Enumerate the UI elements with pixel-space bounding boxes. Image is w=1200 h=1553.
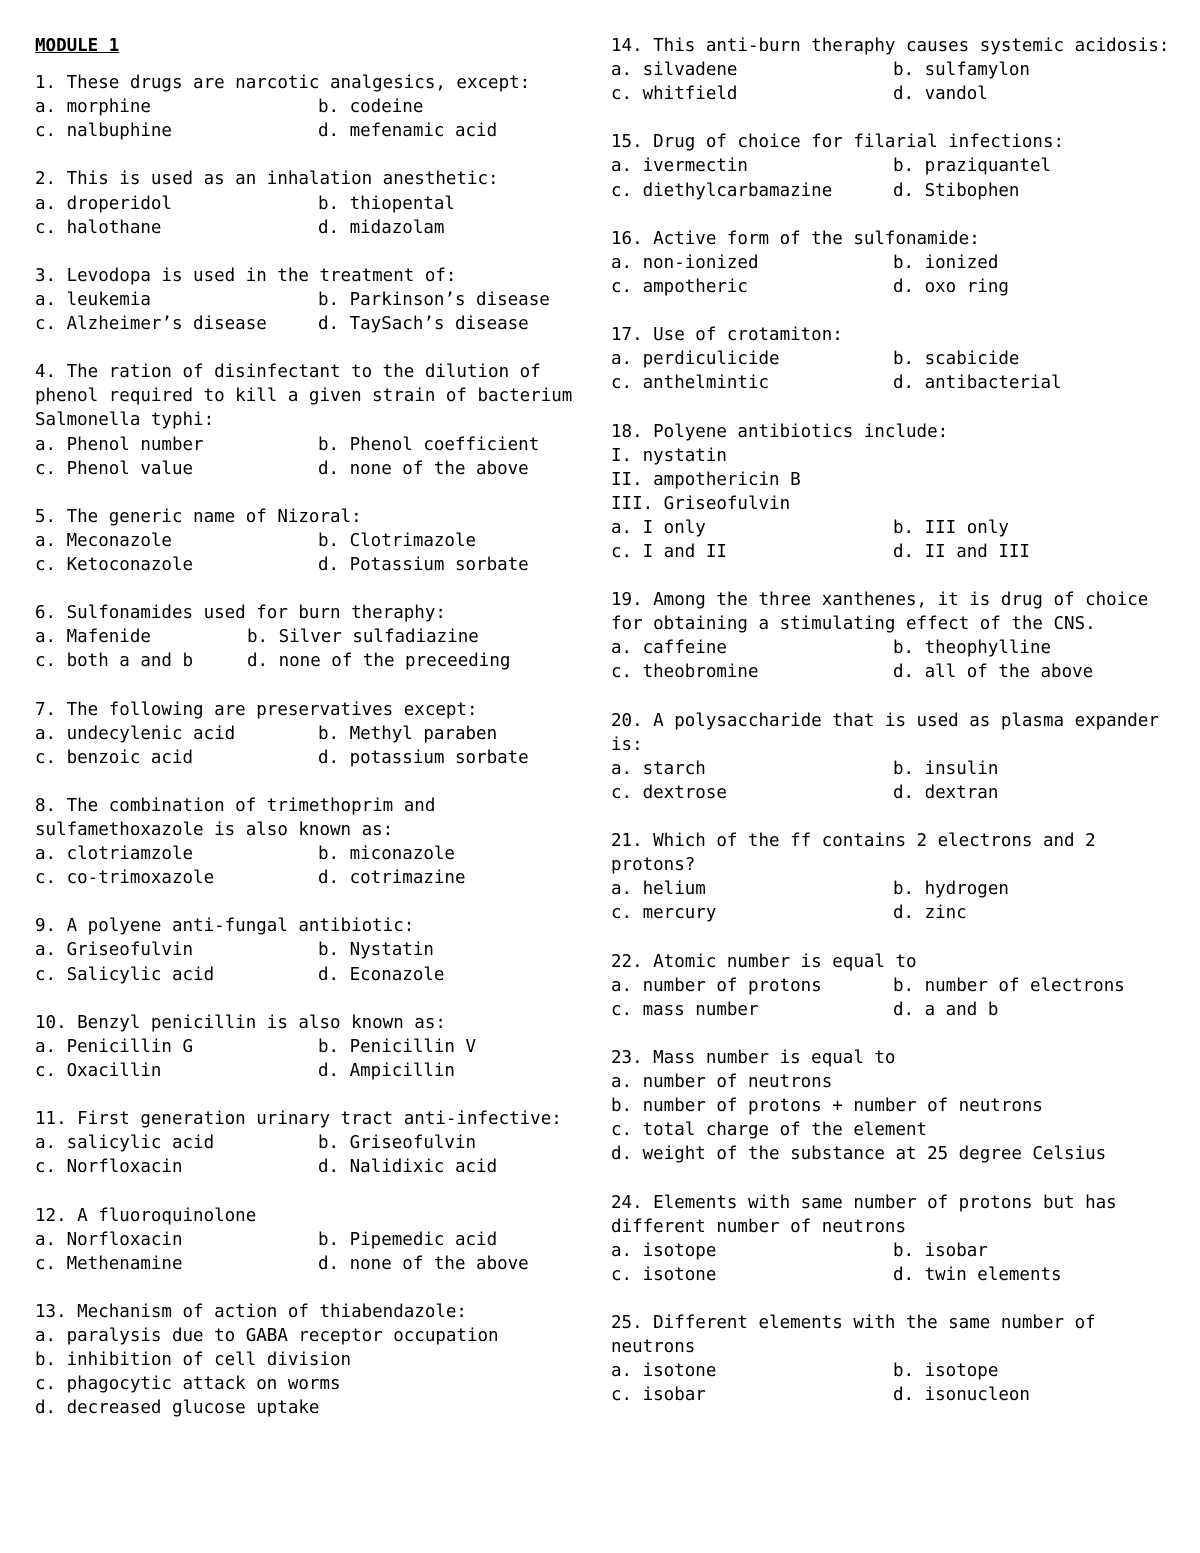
answer-option: c. theobromine bbox=[611, 662, 759, 683]
answer-option: b. Griseofulvin bbox=[318, 1133, 477, 1154]
question-block bbox=[35, 167, 590, 239]
answer-option: b. Nystatin bbox=[318, 940, 434, 961]
answer-option: d. oxo ring bbox=[893, 276, 1009, 297]
answer-option: d. zinc bbox=[893, 903, 967, 924]
answer-option: b. miconazole bbox=[318, 844, 455, 865]
question-block bbox=[611, 829, 1171, 925]
question-block bbox=[611, 130, 1171, 202]
question-text: 21. Which of the ff contains 2 electrons and 2 protons? bbox=[611, 831, 1107, 876]
option-row bbox=[611, 1239, 1171, 1263]
option-row bbox=[611, 154, 1171, 178]
option-row bbox=[611, 781, 1171, 805]
option-row bbox=[611, 251, 1171, 275]
option-row bbox=[611, 540, 1171, 564]
answer-option: a. droperidol bbox=[35, 193, 172, 214]
answer-option: b. Penicillin V bbox=[318, 1036, 477, 1057]
answer-option: c. benzoic acid bbox=[35, 747, 194, 768]
answer-option: d. mefenamic acid bbox=[318, 121, 498, 142]
answer-option: a. isotope bbox=[611, 1240, 717, 1261]
answer-option: b. inhibition of cell division bbox=[35, 1350, 352, 1371]
answer-option: a. Meconazole bbox=[35, 530, 172, 551]
answer-option: c. Ketoconazole bbox=[35, 554, 194, 575]
question-block bbox=[35, 1107, 590, 1179]
question-text: 3. Levodopa is used in the treatment of: bbox=[35, 265, 457, 286]
option-row bbox=[35, 553, 590, 577]
option-row bbox=[35, 842, 590, 866]
answer-option: a. leukemia bbox=[35, 289, 151, 310]
answer-option: c. Oxacillin bbox=[35, 1060, 162, 1081]
question-block bbox=[611, 420, 1171, 565]
answer-option: b. Pipemedic acid bbox=[318, 1229, 498, 1250]
answer-option: a. Penicillin G bbox=[35, 1036, 194, 1057]
answer-option: b. sulfamylon bbox=[893, 60, 1030, 81]
option-row bbox=[35, 457, 590, 481]
answer-option: d. none of the above bbox=[318, 458, 529, 479]
answer-option: b. hydrogen bbox=[893, 879, 1009, 900]
option-row bbox=[35, 216, 590, 240]
option-row bbox=[611, 179, 1171, 203]
option-row bbox=[611, 1383, 1171, 1407]
answer-option: c. halothane bbox=[35, 217, 162, 238]
answer-option: c. I and II bbox=[611, 541, 727, 562]
question-text: 2. This is used as an inhalation anesthetic: bbox=[35, 169, 499, 190]
option-row bbox=[35, 192, 590, 216]
question-text: 10. Benzyl penicillin is also known as: bbox=[35, 1012, 446, 1033]
left-column bbox=[35, 34, 590, 1444]
option-row bbox=[35, 433, 590, 457]
answer-option: c. both a and b bbox=[35, 651, 194, 672]
answer-option: d. TaySach’s disease bbox=[318, 314, 529, 335]
option-row bbox=[35, 625, 590, 649]
question-text: 22. Atomic number is equal to bbox=[611, 951, 917, 972]
question-text: 9. A polyene anti-fungal antibiotic: bbox=[35, 916, 415, 937]
option-row bbox=[611, 660, 1171, 684]
question-block bbox=[35, 601, 590, 673]
answer-option: a. non-ionized bbox=[611, 252, 759, 273]
answer-option: d. decreased glucose uptake bbox=[35, 1398, 320, 1419]
answer-option: a. perdiculicide bbox=[611, 349, 780, 370]
option-row bbox=[611, 636, 1171, 660]
question-block bbox=[35, 914, 590, 986]
answer-option: c. Methenamine bbox=[35, 1253, 183, 1274]
answer-option: b. Clotrimazole bbox=[318, 530, 477, 551]
module-title: MODULE 1 bbox=[35, 36, 120, 56]
answer-option: c. co-trimoxazole bbox=[35, 868, 215, 889]
option-row bbox=[611, 974, 1171, 998]
answer-option: a. Phenol number bbox=[35, 434, 204, 455]
question-block bbox=[611, 34, 1171, 106]
answer-option: c. ampotheric bbox=[611, 276, 748, 297]
answer-option: c. diethylcarbamazine bbox=[611, 180, 833, 201]
question-block bbox=[35, 360, 590, 480]
question-text: 8. The combination of trimethoprim and sulfamethoxazole is also known as: bbox=[35, 795, 446, 840]
answer-option: b. Phenol coefficient bbox=[318, 434, 540, 455]
option-row bbox=[35, 1252, 590, 1276]
option-row bbox=[611, 757, 1171, 781]
option-row bbox=[35, 722, 590, 746]
question-block bbox=[611, 709, 1171, 805]
answer-option: c. isotone bbox=[611, 1264, 717, 1285]
answer-option: d. Nalidixic acid bbox=[318, 1157, 498, 1178]
question-block bbox=[35, 71, 590, 143]
answer-option: c. Phenol value bbox=[35, 458, 194, 479]
answer-option: d. cotrimazine bbox=[318, 868, 466, 889]
answer-option: c. Alzheimer’s disease bbox=[35, 314, 267, 335]
option-row bbox=[35, 95, 590, 119]
question-text: 20. A polysaccharide that is used as plasma expander is: bbox=[611, 710, 1170, 755]
question-block bbox=[35, 505, 590, 577]
question-block bbox=[611, 323, 1171, 395]
answer-option: a. paralysis due to GABA receptor occupation bbox=[35, 1325, 499, 1346]
answer-option: b. insulin bbox=[893, 758, 999, 779]
option-row bbox=[611, 901, 1171, 925]
question-block bbox=[35, 698, 590, 770]
answer-option: d. Econazole bbox=[318, 964, 445, 985]
question-block bbox=[611, 588, 1171, 684]
answer-option: a. Griseofulvin bbox=[35, 940, 194, 961]
option-row bbox=[611, 347, 1171, 371]
question-block bbox=[611, 227, 1171, 299]
question-text: 17. Use of crotamiton: bbox=[611, 325, 843, 346]
option-row bbox=[611, 877, 1171, 901]
answer-option: c. mass number bbox=[611, 999, 759, 1020]
question-block bbox=[611, 1191, 1171, 1287]
option-row bbox=[35, 866, 590, 890]
answer-option: b. isobar bbox=[893, 1240, 988, 1261]
answer-option: d. vandol bbox=[893, 84, 988, 105]
right-column bbox=[611, 34, 1171, 1431]
question-block bbox=[35, 1011, 590, 1083]
answer-option: b. codeine bbox=[318, 97, 424, 118]
option-row bbox=[35, 963, 590, 987]
question-text: 6. Sulfonamides used for burn theraphy: bbox=[35, 603, 446, 624]
answer-option: a. caffeine bbox=[611, 638, 727, 659]
answer-option: a. silvadene bbox=[611, 60, 738, 81]
question-text: 12. A fluoroquinolone bbox=[35, 1205, 257, 1226]
answer-option: d. all of the above bbox=[893, 662, 1094, 683]
answer-option: a. undecylenic acid bbox=[35, 723, 236, 744]
answer-option: d. dextran bbox=[893, 782, 999, 803]
answer-option: c. mercury bbox=[611, 903, 717, 924]
option-row bbox=[35, 746, 590, 770]
answer-option: b. Silver sulfadiazine bbox=[247, 627, 479, 648]
option-row bbox=[35, 529, 590, 553]
answer-option: c. anthelmintic bbox=[611, 373, 770, 394]
roman-item: II. ampothericin B bbox=[611, 469, 801, 490]
answer-option: b. Parkinson’s disease bbox=[318, 289, 550, 310]
answer-option: c. Salicylic acid bbox=[35, 964, 215, 985]
question-text: 23. Mass number is equal to bbox=[611, 1047, 896, 1068]
answer-option: d. isonucleon bbox=[893, 1385, 1030, 1406]
answer-option: a. I only bbox=[611, 517, 706, 538]
option-row bbox=[611, 516, 1171, 540]
question-text: 7. The following are preservatives except: bbox=[35, 699, 478, 720]
answer-option: d. II and III bbox=[893, 541, 1030, 562]
answer-option: b. number of electrons bbox=[893, 975, 1125, 996]
answer-option: b. praziquantel bbox=[893, 156, 1052, 177]
option-row bbox=[35, 1035, 590, 1059]
question-text: 1. These drugs are narcotic analgesics, except: bbox=[35, 73, 531, 94]
answer-option: a. starch bbox=[611, 758, 706, 779]
question-text: 19. Among the three xanthenes, it is drug of choice for obtaining a stimulating effect of the CNS. bbox=[611, 590, 1159, 635]
answer-option: a. clotriamzole bbox=[35, 844, 194, 865]
option-row bbox=[35, 288, 590, 312]
option-row bbox=[611, 82, 1171, 106]
answer-option: b. theophylline bbox=[893, 638, 1052, 659]
question-block bbox=[35, 794, 590, 890]
answer-option: b. scabicide bbox=[893, 349, 1020, 370]
answer-option: d. midazolam bbox=[318, 217, 445, 238]
option-row bbox=[35, 1155, 590, 1179]
answer-option: d. a and b bbox=[893, 999, 999, 1020]
answer-option: d. none of the above bbox=[318, 1253, 529, 1274]
answer-option: c. Norfloxacin bbox=[35, 1157, 183, 1178]
answer-option: d. weight of the substance at 25 degree Celsius bbox=[611, 1144, 1107, 1165]
question-block bbox=[611, 1311, 1171, 1407]
option-row bbox=[35, 1228, 590, 1252]
answer-option: c. phagocytic attack on worms bbox=[35, 1374, 341, 1395]
option-row bbox=[611, 58, 1171, 82]
answer-option: a. isotone bbox=[611, 1361, 717, 1382]
question-text: 11. First generation urinary tract anti-infective: bbox=[35, 1109, 562, 1130]
answer-option: c. isobar bbox=[611, 1385, 706, 1406]
answer-option: a. number of neutrons bbox=[611, 1072, 833, 1093]
question-text: 14. This anti-burn theraphy causes systemic acidosis: bbox=[611, 36, 1170, 56]
answer-option: d. potassium sorbate bbox=[318, 747, 529, 768]
answer-option: d. Ampicillin bbox=[318, 1060, 455, 1081]
option-row bbox=[35, 119, 590, 143]
answer-option: c. dextrose bbox=[611, 782, 727, 803]
answer-option: a. helium bbox=[611, 879, 706, 900]
answer-option: d. none of the preceeding bbox=[247, 651, 511, 672]
question-block bbox=[611, 1046, 1171, 1166]
option-row bbox=[35, 649, 590, 673]
question-text: 16. Active form of the sulfonamide: bbox=[611, 228, 980, 249]
answer-option: b. III only bbox=[893, 517, 1009, 538]
answer-option: a. Mafenide bbox=[35, 627, 151, 648]
question-text: 15. Drug of choice for filarial infections: bbox=[611, 132, 1065, 153]
question-block bbox=[611, 950, 1171, 1022]
option-row bbox=[611, 998, 1171, 1022]
answer-option: a. ivermectin bbox=[611, 156, 748, 177]
question-text: 13. Mechanism of action of thiabendazole: bbox=[35, 1301, 467, 1322]
roman-item: III. Griseofulvin bbox=[611, 493, 791, 514]
answer-option: c. total charge of the element bbox=[611, 1120, 928, 1141]
question-text: 24. Elements with same number of protons but has different number of neutrons bbox=[611, 1192, 1128, 1237]
answer-option: a. Norfloxacin bbox=[35, 1229, 183, 1250]
question-block bbox=[35, 264, 590, 336]
option-row bbox=[35, 938, 590, 962]
answer-option: d. antibacterial bbox=[893, 373, 1062, 394]
answer-option: b. ionized bbox=[893, 252, 999, 273]
question-text: 5. The generic name of Nizoral: bbox=[35, 506, 362, 527]
option-row bbox=[35, 1059, 590, 1083]
option-row bbox=[35, 312, 590, 336]
question-block bbox=[35, 1204, 590, 1276]
answer-option: b. number of protons + number of neutrons bbox=[611, 1096, 1043, 1117]
answer-option: a. morphine bbox=[35, 97, 151, 118]
answer-option: d. twin elements bbox=[893, 1264, 1062, 1285]
roman-item: I. nystatin bbox=[611, 445, 727, 466]
option-row bbox=[35, 1131, 590, 1155]
answer-option: b. thiopental bbox=[318, 193, 455, 214]
answer-option: d. Potassium sorbate bbox=[318, 554, 529, 575]
question-block bbox=[35, 1300, 590, 1420]
question-text: 4. The ration of disinfectant to the dilution of phenol required to kill a given strain of bacterium Salmonella typhi: bbox=[35, 362, 583, 431]
answer-option: a. number of protons bbox=[611, 975, 822, 996]
answer-option: c. whitfield bbox=[611, 84, 738, 105]
answer-option: c. nalbuphine bbox=[35, 121, 172, 142]
question-text: 25. Different elements with the same number of neutrons bbox=[611, 1312, 1107, 1358]
answer-option: a. salicylic acid bbox=[35, 1133, 215, 1154]
option-row bbox=[611, 275, 1171, 299]
question-text: 18. Polyene antibiotics include: bbox=[611, 421, 949, 442]
answer-option: d. Stibophen bbox=[893, 180, 1020, 201]
answer-option: b. Methyl paraben bbox=[318, 723, 498, 744]
option-row bbox=[611, 1359, 1171, 1383]
answer-option: b. isotope bbox=[893, 1361, 999, 1382]
option-row bbox=[611, 371, 1171, 395]
option-row bbox=[611, 1263, 1171, 1287]
